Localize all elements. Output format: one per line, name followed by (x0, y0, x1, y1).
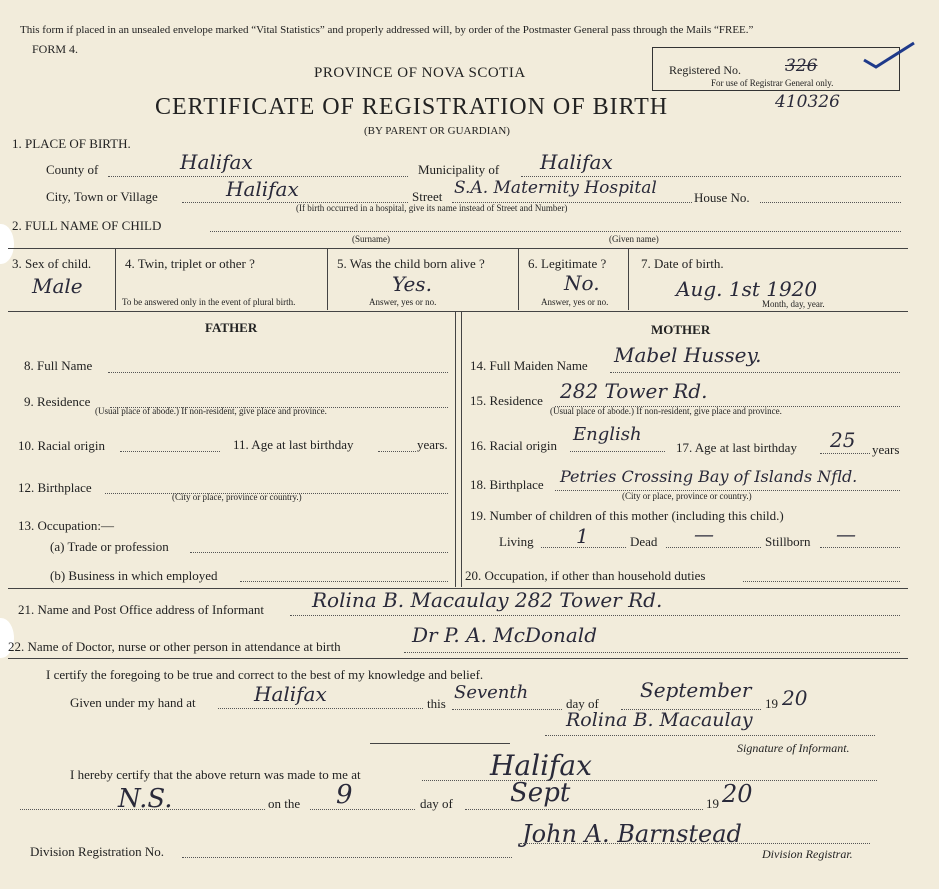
place-of-birth-heading: 1. PLACE OF BIRTH. (12, 136, 131, 151)
postal-notice: This form if placed in an unsealed envelope marked “Vital Statistics” and properly addressed will, by order of the Postmaster General pass through the Mails “FREE.” (20, 24, 754, 36)
street-value: S.A. Maternity Hospital (454, 178, 657, 198)
born-alive-label: 5. Was the child born alive ? (337, 256, 485, 271)
dead-label: Dead (630, 534, 658, 549)
given-name-label: (Given name) (609, 234, 659, 244)
registered-label: Registered No. (669, 63, 741, 77)
informant-value: Rolina B. Macaulay 282 Tower Rd. (312, 588, 663, 612)
father-racial-label: 10. Racial origin (18, 438, 106, 453)
father-age-label: 11. Age at last birthday (233, 437, 354, 452)
mother-residence-label: 15. Residence (470, 393, 543, 408)
doctor-value: Dr P. A. McDonald (412, 623, 597, 647)
this-label: this (427, 696, 446, 711)
municipality-label: Municipality of (418, 162, 500, 177)
father-business-label: (b) Business in which employed (50, 568, 218, 583)
legitimate-label: 6. Legitimate ? (528, 256, 607, 271)
doctor-label: 22. Name of Doctor, nurse or other person in attendance at birth (8, 639, 341, 654)
document-title: CERTIFICATE OF REGISTRATION OF BIRTH (155, 94, 669, 120)
registrar-statement: I hereby certify that the above return was made to me at (70, 767, 361, 782)
sex-value: Male (32, 274, 83, 298)
city-value: Halifax (226, 177, 299, 201)
county-label: County of (46, 162, 99, 177)
division-registration-label: Division Registration No. (30, 844, 164, 859)
handwritten-registration-number: 410326 (775, 92, 840, 112)
form-number: FORM 4. (32, 42, 79, 56)
given-label: Given under my hand at (70, 695, 196, 710)
informant-signature: Rolina B. Macaulay (566, 709, 753, 731)
registered-value: 326 (785, 56, 818, 76)
mother-years: years (872, 442, 900, 457)
mother-birthplace-note: (City or place, province or country.) (622, 491, 752, 501)
signature-of-informant-label: Signature of Informant. (737, 741, 850, 755)
stillborn-label: Stillborn (765, 534, 811, 549)
born-alive-value: Yes. (392, 272, 432, 296)
mother-residence-note: (Usual place of abode.) If non-resident, give place and province. (550, 406, 782, 416)
legitimate-value: No. (564, 271, 600, 295)
child-name-heading: 2. FULL NAME OF CHILD (12, 218, 162, 233)
given-place-value: Halifax (254, 682, 327, 706)
registrar-year-prefix: 19 (706, 796, 719, 811)
mother-birthplace-value: Petries Crossing Bay of Islands Nfld. (560, 467, 858, 486)
county-value: Halifax (180, 150, 253, 174)
date-of-birth-label: 7. Date of birth. (641, 256, 724, 271)
registrar-month-value: Sept (510, 778, 571, 808)
given-year-value: 20 (782, 686, 808, 710)
municipality-value: Halifax (540, 150, 613, 174)
mother-heading: MOTHER (651, 322, 711, 337)
mother-birthplace-label: 18. Birthplace (470, 477, 544, 492)
informant-label: 21. Name and Post Office address of Informant (18, 602, 264, 617)
legitimate-note: Answer, yes or no. (541, 297, 609, 307)
house-label: House No. (694, 190, 750, 205)
born-alive-note: Answer, yes or no. (369, 297, 437, 307)
mother-racial-value: English (573, 424, 642, 445)
given-day-value: Seventh (454, 682, 529, 703)
father-residence-note: (Usual place of abode.) If non-resident, give place and province. (95, 406, 327, 416)
twin-note: To be answered only in the event of plural birth. (122, 297, 296, 307)
given-year-prefix: 19 (765, 696, 778, 711)
registrar-place-value: Halifax (490, 749, 592, 782)
hospital-note: (If birth occurred in a hospital, give its name instead of Street and Number) (296, 203, 568, 213)
date-of-birth-value: Aug. 1st 1920 (676, 277, 818, 301)
registrar-day-of-label: day of (420, 796, 453, 811)
father-years: years. (417, 437, 448, 452)
given-month-value: September (640, 678, 752, 702)
mother-racial-label: 16. Racial origin (470, 438, 558, 453)
mother-age-value: 25 (830, 428, 856, 452)
date-of-birth-note: Month, day, year. (762, 299, 825, 309)
father-occupation-label: 13. Occupation:— (18, 518, 115, 533)
registrar-day-value: 9 (336, 780, 353, 810)
twin-label: 4. Twin, triplet or other ? (125, 256, 255, 271)
mother-age-label: 17. Age at last birthday (676, 440, 797, 455)
mother-occupation-label: 20. Occupation, if other than household duties (465, 568, 706, 583)
certify-statement: I certify the foregoing to be true and correct to the best of my knowledge and belief. (46, 667, 484, 682)
mother-name-value: Mabel Hussey. (614, 343, 762, 367)
father-birthplace-label: 12. Birthplace (18, 480, 92, 495)
living-label: Living (499, 534, 534, 549)
registrar-year-value: 20 (722, 780, 753, 808)
division-registrar-label: Division Registrar. (762, 847, 853, 861)
father-trade-label: (a) Trade or profession (50, 539, 169, 554)
document-subtitle: (BY PARENT OR GUARDIAN) (364, 125, 510, 137)
dead-value: — (694, 522, 714, 546)
father-heading: FATHER (205, 320, 258, 335)
sex-label: 3. Sex of child. (12, 256, 92, 271)
surname-label: (Surname) (352, 234, 390, 244)
registrar-on-the-label: on the (268, 796, 301, 811)
province-heading: PROVINCE OF NOVA SCOTIA (314, 65, 526, 81)
check-mark-icon (862, 40, 918, 70)
registered-note: For use of Registrar General only. (711, 78, 834, 88)
father-residence-label: 9. Residence (24, 394, 91, 409)
city-label: City, Town or Village (46, 189, 158, 204)
living-value: 1 (576, 524, 589, 548)
mother-children-label: 19. Number of children of this mother (including this child.) (470, 508, 784, 523)
father-name-label: 8. Full Name (24, 358, 93, 373)
mother-name-label: 14. Full Maiden Name (470, 358, 588, 373)
stillborn-value: — (836, 522, 856, 546)
father-birthplace-note: (City or place, province or country.) (172, 492, 302, 502)
registrar-signature: John A. Barnstead (522, 820, 742, 848)
mother-residence-value: 282 Tower Rd. (560, 379, 708, 403)
given-day-of-label: day of (566, 696, 599, 711)
registrar-division-value: N.S. (118, 784, 173, 814)
street-label: Street (412, 189, 443, 204)
